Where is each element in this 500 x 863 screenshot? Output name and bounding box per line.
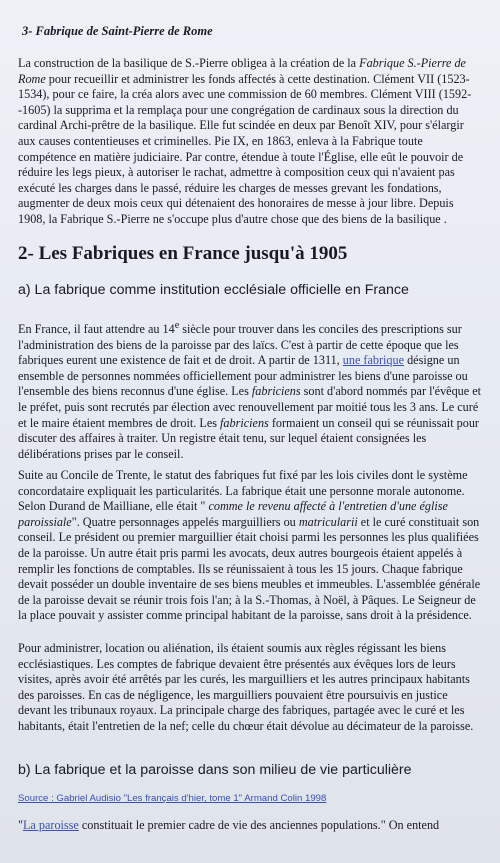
text-run: formaient un conseil qui se réunissait pour discuter des affaires à traiter. Un registre était tenu, sur lequel étaient consignées les délibérations prises par le conseil. xyxy=(18,415,479,461)
italic-term: fabriciens xyxy=(251,384,301,399)
subsection-a-paragraph-2 xyxy=(18,468,482,624)
link-la-paroisse[interactable]: La paroisse xyxy=(22,818,79,832)
subsection-a-paragraph-3: Pour administrer, location ou aliénation, ils étaient soumis aux règles régissant les biens ecclésiastiques. Les comptes de fabrique devaient être présentés aux évêques lors de leurs visites, après avoir été arrêtés par les curés, les marguilliers et les autres principaux habitants des paroisses. En cas de négligence, les marguilliers pouvaient être poursuivis en justice devant les tribunaux royaux. La principale charge des fabriques, partagée avec le curé et les habitants, était l'entretien de la nef; celle du chœur était dévolue au décimateur de la paroisse. xyxy=(18,641,474,733)
text-run: ". Quatre personnages appelés marguilliers ou xyxy=(71,514,299,529)
italic-quote: comme le revenu affecté à l'entretien d'une église paroissiale xyxy=(18,499,448,529)
text-run: constituait le premier cadre de vie des anciennes populations." On entend xyxy=(78,818,440,832)
italic-term: fabriciens xyxy=(220,415,269,430)
source-link[interactable]: Source : Gabriel Audisio "Les français d'hier, tome 1" Armand Colin 1998 xyxy=(18,793,327,804)
section-3-title: 3- Fabrique de Saint-Pierre de Rome xyxy=(22,24,213,38)
text-run: pour recueillir et administrer les fonds affectés à cette destination. Clément VII (1523-1534), pour ce faire, la créa alors avec une commission de 60 membres. Clément VIII (1592--1605) la supprima et la remplaça pour une congrégation de cardinaux sous la direction du cardinal Archi-prêtre de la basilique. Elle fut scindée en deux par Benoît XIV, pour s'élargir aux causes contentieuses et criminelles. Pie IX, en 1863, enleva à la Fabrique toute compétence en matière judiciaire. Par contre, étendue à toute l'Église, elle eût le pouvoir de réduire les legs pieux, à autoriser le rachat, admettre à composition ceux qui n'avaient pas exécuté les charges dans le passé, réduire les charges de messes grevant les fondations, augmenter de deux mois ceux qui détenaient des honoraires de messe à jour libre. Depuis 1908, la Fabrique S.-Pierre ne s'occupe plus d'autre chose que des biens de la basilique . xyxy=(18,71,472,226)
quote-mark: " xyxy=(18,818,23,832)
section-2-heading: 2- Les Fabriques en France jusqu'à 1905 xyxy=(18,243,348,264)
superscript: e xyxy=(174,320,180,331)
subsection-b-paragraph-1 xyxy=(18,818,482,834)
subsection-a-paragraph-1 xyxy=(18,318,482,462)
text-run: et le curé constituait son conseil. Le président ou premier marguillier était choisi parmi les personnes les plus qualifiées de la paroisse. Un autre était pris parmi les avocats, deux autres bourgeois étaient appelés à remplir les fonctions de comptables. Ils se réunissaient à tous les 15 jours. Chaque fabrique devait posséder un double inventaire de ses biens meubles et immeubles. L'assemblée générale de la paroisse devait se réunir trois fois l'an; à la S.-Thomas, à Noël, à Pâques. Le Seigneur de la place pouvait y assister comme principal habitant de la paroisse, sans droit à la présidence. xyxy=(18,514,481,623)
italic-term: Fabrique S.-Pierre de Rome xyxy=(18,56,466,86)
link-une-fabrique[interactable]: une fabrique xyxy=(342,353,405,368)
italic-term: matricularii xyxy=(298,514,358,529)
text-run: sont d'abord nommés par l'évêque et le préfet, puis sont recrutés par élection avec renouvellement par moitié tous les 3 ans. Le curé et le maire étaient membres de droit. Les xyxy=(18,384,482,430)
subsection-b-heading: b) La fabrique et la paroisse dans son milieu de vie particulière xyxy=(18,762,412,778)
section-3-paragraph xyxy=(18,56,482,228)
text-run: siècle pour trouver dans les conciles des prescriptions sur l'administration des biens de la paroisse par des laïcs. C'est à partir de cette époque que les fabriques eurent une existence de fait et de droit. A partir de 1311, xyxy=(18,322,462,368)
text-run: désigne un ensemble de personnes nommées officiellement pour administrer les biens d'une paroisse ou l'ensemble des biens reconnus d'une église. Les xyxy=(18,353,468,399)
text-run: La construction de la basilique de S.-Pierre obligea à la création de la xyxy=(18,56,360,70)
text-run: En France, il faut attendre au 14 xyxy=(18,322,175,337)
text-run: Suite au Concile de Trente, le statut des fabriques fut fixé par les lois civiles dont le système concordataire expliquait les particularités. La fabrique était une personne morale autonome. Selon Durand de Mailliane, elle était " xyxy=(18,468,468,514)
subsection-a-heading: a) La fabrique comme institution ecclésiale officielle en France xyxy=(18,282,409,298)
